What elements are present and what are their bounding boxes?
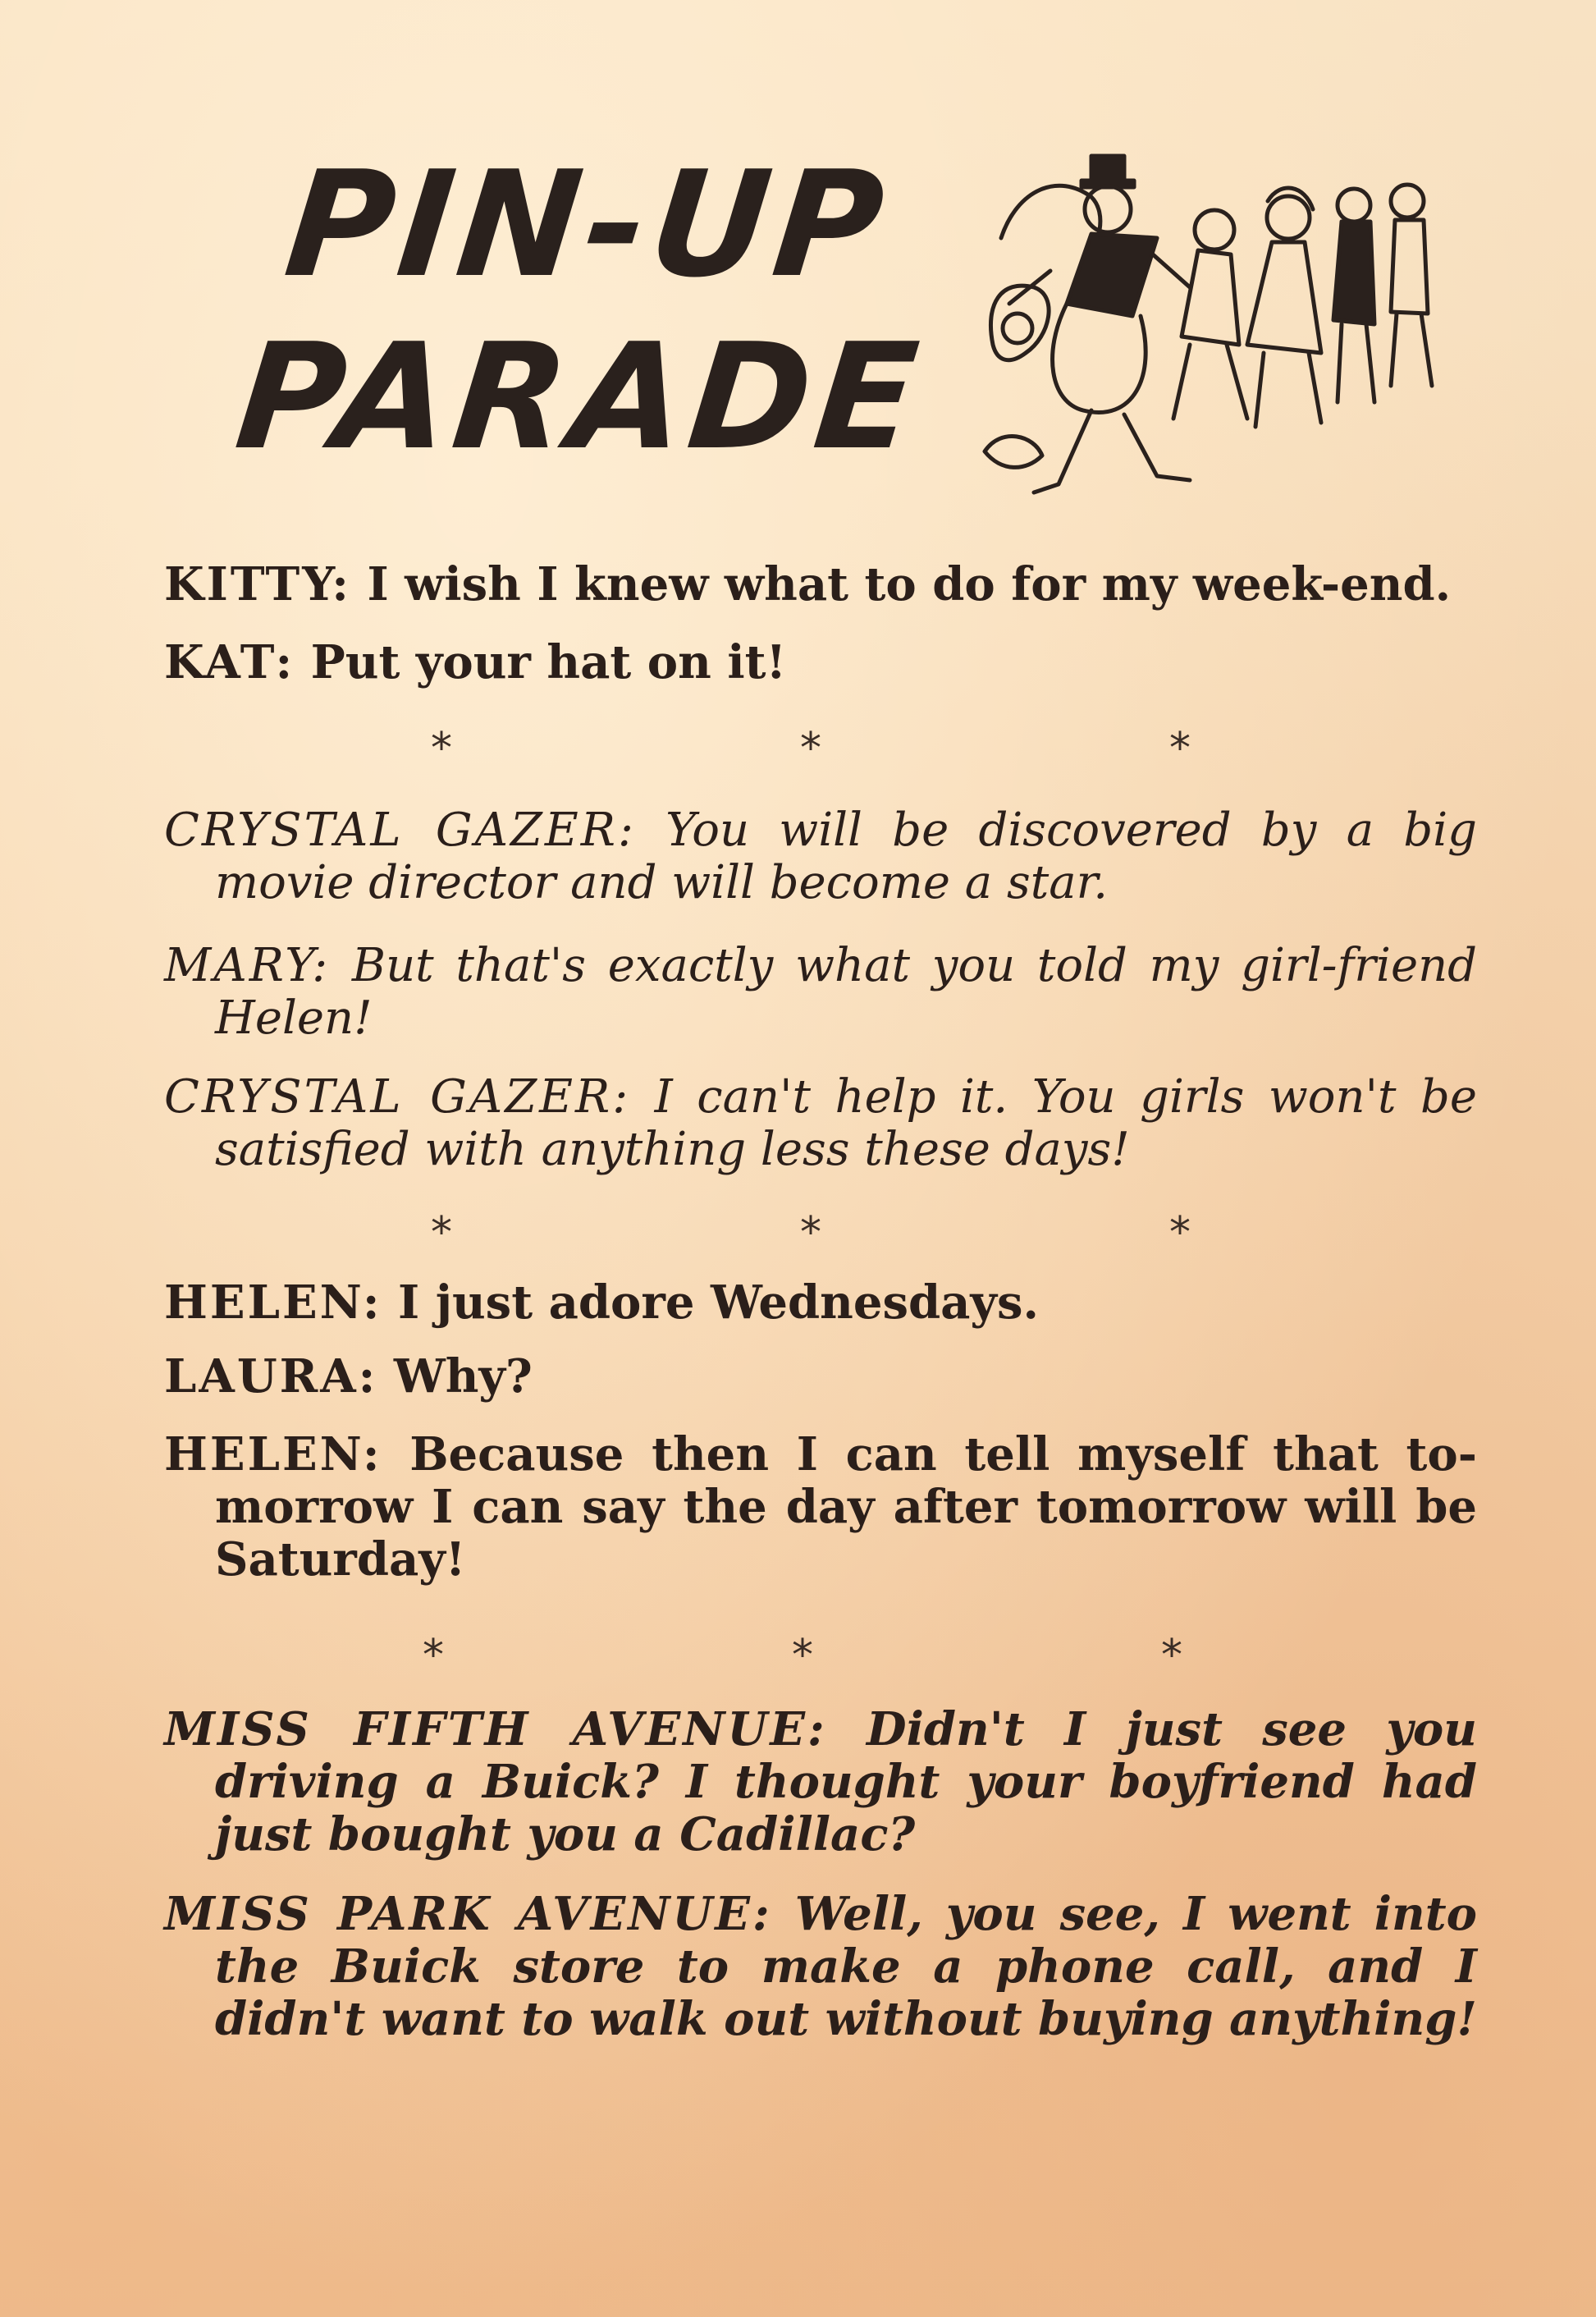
dialogue-text: I can't help it. You girls won't be satisfied with anything less these days! <box>215 1070 1477 1176</box>
title-line-2: PARADE <box>229 312 930 482</box>
speaker-name: HELEN: <box>164 1275 382 1330</box>
separator-star: * <box>431 724 452 773</box>
section-separator <box>164 722 1477 772</box>
dialogue-text: I wish I knew what to do for my week-end. <box>367 557 1452 611</box>
dialogue-text: Put your hat on it! <box>310 635 787 689</box>
separator-star: * <box>431 1208 452 1257</box>
dialogue-text: But that's exactly what you told my girl-friend Helen! <box>215 939 1477 1045</box>
dialogue-text: I just adore Wednesdays. <box>398 1275 1039 1330</box>
dialogue-line <box>164 1888 1477 2045</box>
dialogue-line <box>164 1350 1477 1403</box>
speaker-name: CRYSTAL GAZER: <box>164 1070 631 1124</box>
separator-star: * <box>1161 1631 1182 1680</box>
separator-star: * <box>1169 1208 1191 1257</box>
speaker-name: HELEN: <box>164 1427 382 1481</box>
speaker-name: MISS PARK AVENUE: <box>164 1887 772 1941</box>
dialogue-text: Didn't I just see you driving a Buick? I thought your boyfriend had just bought you a Cadillac? <box>215 1702 1477 1861</box>
separator-star: * <box>800 724 821 773</box>
page-title <box>229 140 935 501</box>
speaker-name: MISS FIFTH AVENUE: <box>164 1702 827 1756</box>
dialogue-text: Why? <box>393 1349 533 1403</box>
dialogue-line <box>164 940 1477 1045</box>
speaker-name: KAT: <box>164 635 295 689</box>
dialogue-line <box>164 804 1477 909</box>
speaker-name: CRYSTAL GAZER: <box>164 804 636 857</box>
dialogue-line <box>164 1703 1477 1861</box>
dialogue-line <box>164 1276 1477 1329</box>
dialogue-text: Well, you see, I went into the Buick store to make a phone call, and I didn't want to walk out without buying anything! <box>215 1887 1477 2046</box>
dialogue-line <box>164 558 1477 611</box>
separator-star: * <box>792 1631 813 1680</box>
title-line-1: PIN-UP <box>278 140 896 309</box>
separator-star: * <box>1169 724 1191 773</box>
speaker-name: MARY: <box>164 939 331 992</box>
dialogue-line <box>164 636 1477 689</box>
speaker-name: KITTY: <box>164 557 351 611</box>
dialogue-text: Because then I can tell myself that to-morrow I can say the day after tomorrow will be Saturday! <box>215 1427 1477 1587</box>
dialogue-line <box>164 1428 1477 1586</box>
section-separator <box>164 1629 1477 1678</box>
speaker-name: LAURA: <box>164 1349 378 1403</box>
section-separator <box>164 1207 1477 1256</box>
dialogue-text: You will be discovered by a big movie director and will become a star. <box>215 804 1477 909</box>
parade-figures-illustration <box>968 140 1461 509</box>
separator-star: * <box>800 1208 821 1257</box>
dialogue-line <box>164 1071 1477 1176</box>
separator-star: * <box>423 1631 444 1680</box>
